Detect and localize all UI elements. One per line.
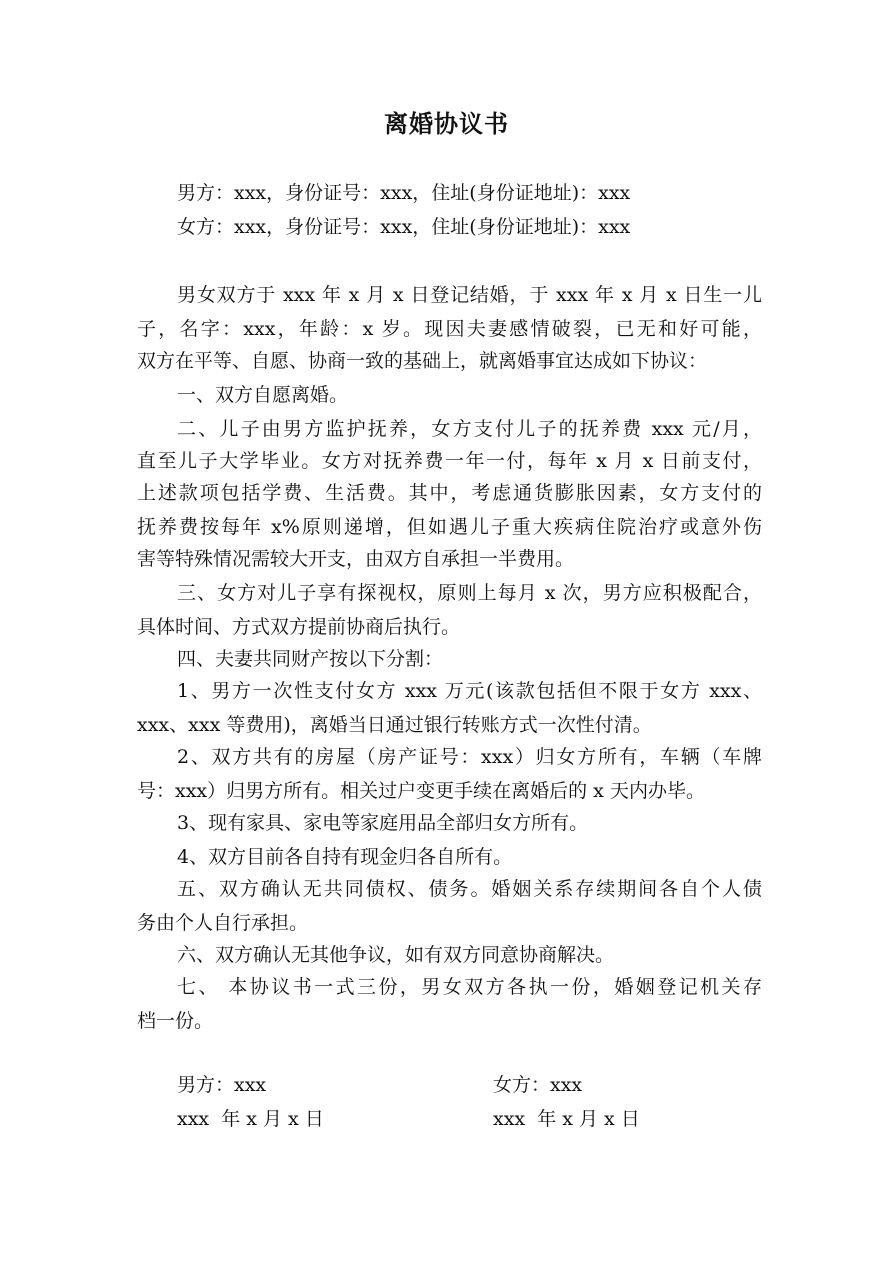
party-man-line: 男方：xxx，身份证号：xxx，住址(身份证地址)：xxx xyxy=(177,182,631,204)
clause-4-1-line: xxx、xxx 等费用)，离婚当日通过银行转账方式一次性付清。 xyxy=(137,714,652,736)
clause-5-line: 务由个人自行承担。 xyxy=(137,912,309,934)
clause-1: 一、双方自愿离婚。 xyxy=(177,384,349,406)
signature-man-label: 男方：xxx xyxy=(177,1074,267,1096)
clause-2-line: 直至儿子大学毕业。女方对抚养费一年一付，每年 x 月 x 日前支付， xyxy=(137,450,762,472)
signature-woman-date: xxx 年 x 月 x 日 xyxy=(493,1108,640,1130)
clause-3-line: 具体时间、方式双方提前协商后执行。 xyxy=(137,616,461,638)
party-woman-line: 女方：xxx，身份证号：xxx，住址(身份证地址)：xxx xyxy=(177,216,631,238)
clause-6: 六、双方确认无其他争议，如有双方同意协商解决。 xyxy=(177,944,615,966)
clause-7-line: 七、 本协议书一式三份，男女双方各执一份，婚姻登记机关存 xyxy=(177,976,762,998)
clause-2-line: 上述款项包括学费、生活费。其中，考虑通货膨胀因素，女方支付的 xyxy=(137,482,762,504)
clause-2-line: 害等特殊情况需较大开支，由双方自承担一半费用。 xyxy=(137,548,575,570)
signature-woman-label: 女方：xxx xyxy=(493,1074,583,1096)
clause-4-2-line: 号：xxx）归男方所有。相关过户变更手续在离婚后的 x 天内办毕。 xyxy=(137,780,705,802)
intro-line: 双方在平等、自愿、协商一致的基础上，就离婚事宜达成如下协议： xyxy=(137,350,708,372)
intro-line: 子，名字：xxx，年龄：x 岁。现因夫妻感情破裂，已无和好可能， xyxy=(137,318,762,340)
clause-4: 四、夫妻共同财产按以下分割： xyxy=(177,648,444,670)
clause-3-line: 三、女方对儿子享有探视权，原则上每月 x 次，男方应积极配合， xyxy=(177,582,762,604)
clause-4-3: 3、现有家具、家电等家庭用品全部归女方所有。 xyxy=(177,812,589,834)
clause-5-line: 五、双方确认无共同债权、债务。婚姻关系存续期间各自个人债 xyxy=(177,878,762,900)
signature-man-date: xxx 年 x 月 x 日 xyxy=(177,1108,324,1130)
intro-line: 男女双方于 xxx 年 x 月 x 日登记结婚，于 xxx 年 x 月 x 日生一儿 xyxy=(177,284,762,306)
clause-4-1-line: 1、男方一次性支付女方 xxx 万元(该款包括但不限于女方 xxx、 xyxy=(177,680,762,702)
clause-4-4: 4、双方目前各自持有现金归各自所有。 xyxy=(177,846,513,868)
clause-2-line: 二、儿子由男方监护抚养，女方支付儿子的抚养费 xxx 元/月， xyxy=(177,418,762,440)
clause-4-2-line: 2、双方共有的房屋（房产证号：xxx）归女方所有，车辆（车牌 xyxy=(177,746,762,768)
document-title: 离婚协议书 xyxy=(384,110,509,138)
clause-2-line: 抚养费按每年 x%原则递增，但如遇儿子重大疾病住院治疗或意外伤 xyxy=(137,516,762,538)
clause-7-line: 档一份。 xyxy=(137,1010,214,1032)
